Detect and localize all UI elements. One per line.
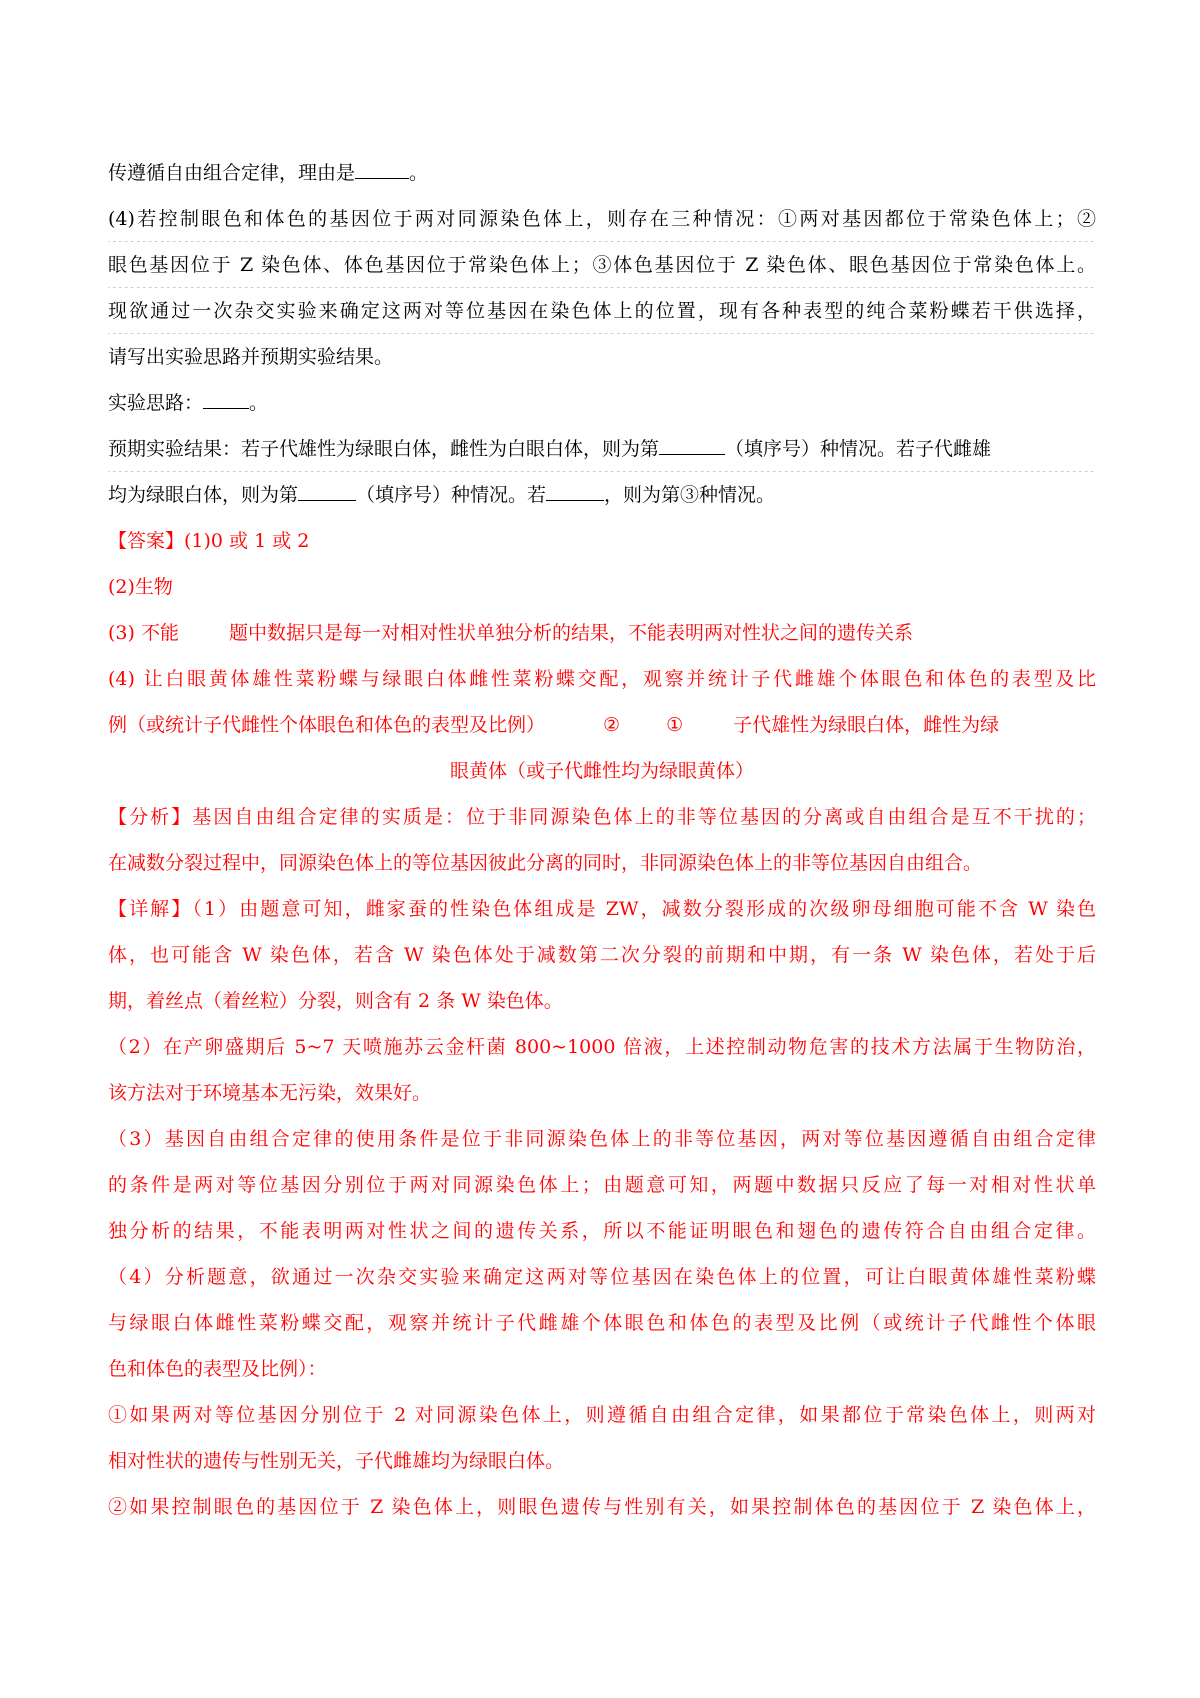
detail-line-4: （2）在产卵盛期后 5~7 天喷施苏云金杆菌 800~1000 倍液，上述控制动物危害的技术方法属于生物防治， (108, 1036, 1096, 1058)
answer-line-1: 【答案】(1)0 或 1 或 2 (108, 530, 310, 552)
question-line-1: 传遵循自由组合定律，理由是 。 (108, 150, 1096, 196)
answer-line-4: (4) 让白眼黄体雄性菜粉蝶与绿眼白体雌性菜粉蝶交配，观察并统计子代雌雄个体眼色和体色的表型及比 (108, 668, 1096, 690)
answer-blank (659, 430, 725, 455)
answer-blank (546, 476, 604, 501)
detail-line-14: ②如果控制眼色的基因位于 Z 染色体上，则眼色遗传与性别有关，如果控制体色的基因位于 Z 染色体上， (108, 1496, 1096, 1518)
question-4-line-2: 眼色基因位于 Z 染色体、体色基因位于常染色体上；③体色基因位于 Z 染色体、眼色基因位于常染色体上。 (108, 242, 1096, 288)
question-4-line-1: (4)若控制眼色和体色的基因位于两对同源染色体上，则存在三种情况：①两对基因都位于常染色体上；② (108, 196, 1096, 242)
detail-line-6: （3）基因自由组合定律的使用条件是位于非同源染色体上的非等位基因，两对等位基因遵循自由组合定律 (108, 1128, 1096, 1150)
detail-line-10: 与绿眼白体雌性菜粉蝶交配，观察并统计子代雌雄个体眼色和体色的表型及比例（或统计子代雌性个体眼 (108, 1312, 1096, 1334)
detail-line-11: 色和体色的表型及比例）： (108, 1358, 327, 1380)
expected-result-line-1: 预期实验结果：若子代雄性为绿眼白体，雌性为白眼白体，则为第 （填序号）种情况。若子代雌雄 (108, 426, 1096, 472)
answer-blank (298, 476, 356, 501)
detail-line-12: ①如果两对等位基因分别位于 2 对同源染色体上，则遵循自由组合定律，如果都位于常染色体上，则两对 (108, 1404, 1096, 1426)
analysis-line-1: 【分析】基因自由组合定律的实质是：位于非同源染色体上的非等位基因的分离或自由组合是互不干扰的； (108, 806, 1096, 828)
answer-line-3: (3) 不能 题中数据只是每一对相对性状单独分析的结果，不能表明两对性状之间的遗传关系 (108, 622, 913, 644)
detail-line-5: 该方法对于环境基本无污染，效果好。 (108, 1082, 432, 1104)
answer-tag: 【答案】 (108, 530, 185, 552)
answer-line-2: (2)生物 (108, 576, 173, 598)
detail-line-13: 相对性状的遗传与性别无关，子代雌雄均为绿眼白体。 (108, 1450, 565, 1472)
answer-blank (355, 154, 409, 179)
analysis-tag: 【分析】 (108, 806, 193, 828)
answer-blank (203, 384, 249, 409)
detail-line-3: 期，着丝点（着丝粒）分裂，则含有 2 条 W 染色体。 (108, 990, 563, 1012)
detail-line-9: （4）分析题意，欲通过一次杂交实验来确定这两对等位基因在染色体上的位置，可让白眼黄体雄性菜粉蝶 (108, 1266, 1096, 1288)
detail-line-2: 体，也可能含 W 染色体，若含 W 染色体处于减数第二次分裂的前期和中期，有一条 W 染色体，若处于后 (108, 944, 1096, 966)
answer-line-5: 例（或统计子代雌性个体眼色和体色的表型及比例） ② ① 子代雄性为绿眼白体，雌性为绿 (108, 714, 1000, 736)
detail-tag: 【详解】 (108, 898, 193, 920)
detail-line-1: 【详解】（1）由题意可知，雌家蚕的性染色体组成是 ZW，减数分裂形成的次级卵母细胞可能不含 W 染色 (108, 898, 1096, 920)
experiment-idea-line: 实验思路： 。 (108, 380, 1096, 426)
answer-line-6: 眼黄体（或子代雌性均为绿眼黄体） (449, 760, 754, 782)
question-4-line-4: 请写出实验思路并预期实验结果。 (108, 346, 394, 368)
analysis-line-2: 在减数分裂过程中，同源染色体上的等位基因彼此分离的同时，非同源染色体上的非等位基因自由组合。 (108, 852, 983, 874)
detail-line-7: 的条件是两对等位基因分别位于两对同源染色体上；由题意可知，两题中数据只反应了每一对相对性状单 (108, 1174, 1096, 1196)
document-page (108, 150, 1096, 1530)
expected-result-line-2: 均为绿眼白体，则为第 （填序号）种情况。若 ，则为第③种情况。 (108, 472, 1096, 518)
question-4-line-3: 现欲通过一次杂交实验来确定这两对等位基因在染色体上的位置，现有各种表型的纯合菜粉蝶若干供选择， (108, 288, 1096, 334)
detail-line-8: 独分析的结果，不能表明两对性状之间的遗传关系，所以不能证明眼色和翅色的遗传符合自由组合定律。 (108, 1220, 1096, 1242)
